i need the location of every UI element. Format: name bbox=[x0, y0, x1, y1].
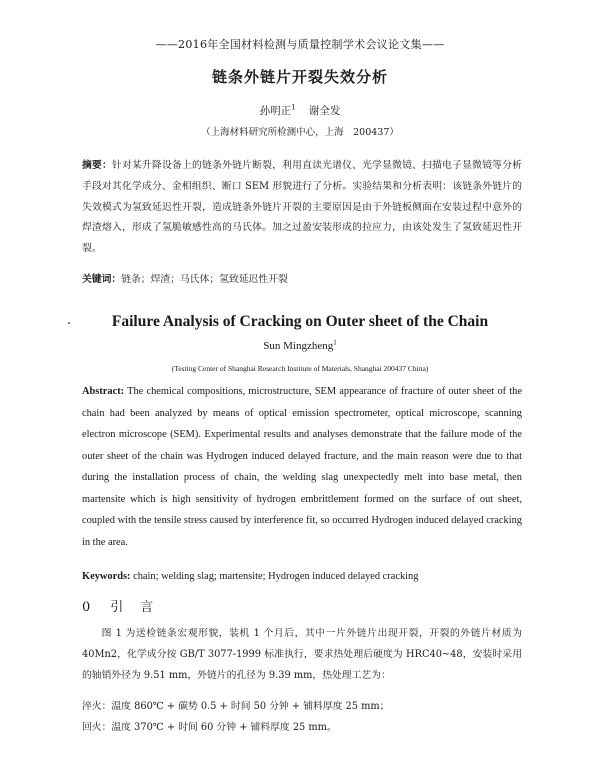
title-english: Failure Analysis of Cracking on Outer sheet of the Chain bbox=[111, 313, 489, 330]
keywords-text-english: chain; welding slag; martensite; Hydrogen induced delayed cracking bbox=[133, 571, 419, 582]
section-title: 引 言 bbox=[110, 600, 156, 615]
author-superscript: 1 bbox=[291, 103, 296, 112]
authors-chinese bbox=[0, 103, 600, 118]
keywords-text: 链条；焊渣；马氏体；氢致延迟性开裂 bbox=[121, 274, 288, 285]
keywords-label-english: Keywords: bbox=[82, 571, 131, 582]
process-quench: 淬火：温度 860℃ + 碳势 0.5 + 时间 50 分钟 + 铺料厚度 25 mm； bbox=[82, 701, 390, 712]
title-chinese: 链条外链片开裂失效分析 bbox=[211, 68, 388, 86]
affiliation-chinese: （上海材料研究所检测中心，上海 200437） bbox=[201, 127, 399, 138]
process-temper: 回火：温度 370℃ + 时间 60 分钟 + 铺料厚度 25 mm。 bbox=[82, 722, 337, 733]
author-name-english: Sun Mingzheng bbox=[263, 340, 334, 352]
running-header: ——2016年全国材料检测与质量控制学术会议论文集—— bbox=[155, 38, 445, 51]
abstract-label-english: Abstract: bbox=[82, 386, 125, 397]
intro-paragraph: 图 1 为送检链条宏观形貌，装机 1 个月后，其中一片外链片出现开裂，开裂的外链片材质为 40Mn2，化学成分按 GB/T 3077-1999 标准执行，要求热处理后硬度为 HRC40~48，安装时采用的轴销外径为 9.51 mm，外链片的孔径为 9.39 mm，热处理工艺为： bbox=[82, 628, 522, 681]
section-heading bbox=[82, 596, 155, 615]
keywords-label: 关键词： bbox=[82, 274, 122, 285]
abstract-label: 摘要： bbox=[82, 160, 113, 171]
keywords-english bbox=[82, 566, 522, 588]
abstract-chinese bbox=[82, 156, 522, 260]
abstract-text: 针对某升降设备上的链条外链片断裂，利用直读光谱仪、光学显微镜、扫描电子显微镜等分析手段对其化学成分、金相组织、断口 SEM 形貌进行了分析。实验结果和分析表明：该链条外链片的失效模式为氢致延迟性开裂，造成链条外链片开裂的主要原因是由于外链板侧面在安装过程中意外的焊渣熔入，形成了氢脆敏感性高的马氏体。加之过盈安装形成的拉应力，由该处发生了氢致延迟性开裂。 bbox=[82, 160, 523, 255]
abstract-english bbox=[82, 381, 522, 553]
abstract-text-english: The chemical compositions, microstructure, SEM appearance of fracture of outer sheet of the chain had been analyzed by means of optical emission spectrometer, optical microscope, scanning electron microscope (SEM). Experimental results and analyses demonstrate that the failure mode of the outer sheet of the chain was Hydrogen induced delayed fracture, and the main reason were due to that during the installation process of chain, the welding slag unexpectedly melt into base metal, then martensite which is high sensitivity of hydrogen embrittlement formed on the surface of out sheet, coupled with the tensile stress caused by interference fit, so occurred Hydrogen induced delayed cracking in the area. bbox=[82, 386, 522, 548]
section-number: 0 bbox=[82, 600, 93, 615]
author-superscript-english: 1 bbox=[333, 338, 337, 347]
author-english bbox=[0, 340, 600, 352]
author-name-2: 谢全发 bbox=[308, 105, 341, 117]
affiliation-english: (Testing Center of Shanghai Research Institute of Materials, Shanghai 200437 China) bbox=[171, 364, 429, 373]
author-name: 孙明正 bbox=[259, 105, 292, 117]
keywords-chinese bbox=[82, 270, 522, 291]
